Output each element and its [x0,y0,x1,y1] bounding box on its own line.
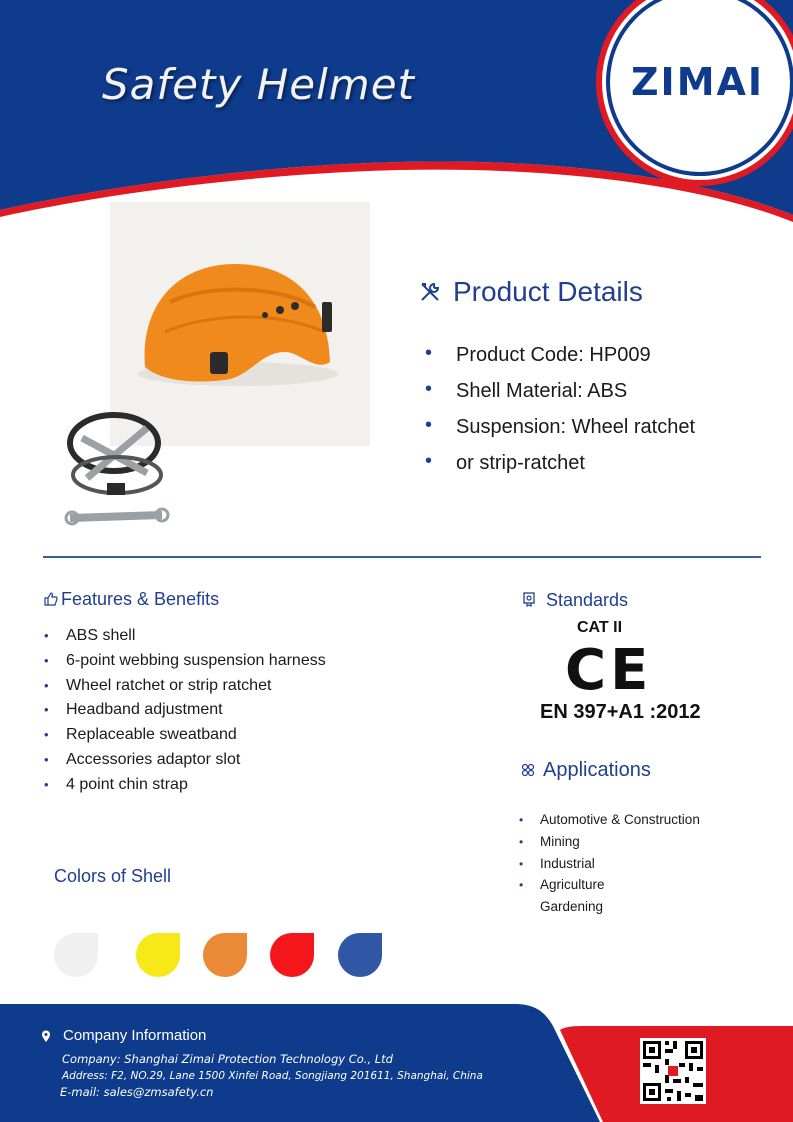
list-item: • Agriculture [519,877,605,893]
list-item: • Replaceable sweatband [44,726,237,744]
tools-icon [419,281,441,303]
swatch-white [54,933,98,977]
company-email[interactable]: E-mail: sales@zmsafety.cn [60,1085,214,1099]
swatch-blue [338,933,382,977]
list-item: • 4 point chin strap [44,775,188,793]
list-item: • Mining [519,833,580,849]
swatch-orange [203,933,247,977]
list-item: • Wheel ratchet or strip ratchet [44,676,272,694]
list-item: • Product Code: HP009 [425,342,651,366]
location-pin-icon [41,1030,51,1043]
thumbs-up-icon [44,592,58,606]
product-details-title: Product Details [453,276,643,307]
list-item: Gardening [540,899,604,915]
product-details-list [425,342,695,486]
list-item: • Accessories adaptor slot [44,750,241,768]
qr-code-icon[interactable] [640,1038,706,1104]
standard-norm: EN 397+A1 :2012 [540,701,701,723]
divider [43,556,761,558]
swatch-red [270,933,314,977]
header-banner [0,0,793,230]
company-name: Company: Shanghai Zimai Protection Technology Co., Ltd [62,1052,393,1066]
features-list [44,626,326,800]
list-item: • or strip-ratchet [425,450,585,474]
company-address: Address: F2, NO.29, Lane 1500 Xinfei Road, Songjiang 201611, Shanghai, China [62,1070,483,1082]
list-item: • ABS shell [44,627,136,644]
certificate-icon [523,592,536,607]
suspension-image [62,403,174,543]
company-info-title: Company Information [63,1027,207,1044]
list-item: • Suspension: Wheel ratchet [425,414,696,438]
brand-logo: ZIMAI [631,60,765,104]
applications-title: Applications [543,759,651,781]
applications-list [519,811,700,920]
standards-title: Standards [546,590,629,610]
colors-title: Colors of Shell [54,866,172,886]
features-title: Features & Benefits [61,589,220,609]
cat-label: CAT II [577,619,623,636]
list-item: • Industrial [519,855,595,871]
ce-mark: CE [565,638,653,703]
page-title: Safety Helmet [102,60,416,109]
swatch-yellow [136,933,180,977]
list-item: • Shell Material: ABS [425,378,628,402]
list-item: • 6-point webbing suspension harness [44,651,326,669]
list-item: • Automotive & Construction [519,812,700,827]
list-item: • Headband adjustment [44,701,223,719]
grid-icon [521,763,535,777]
